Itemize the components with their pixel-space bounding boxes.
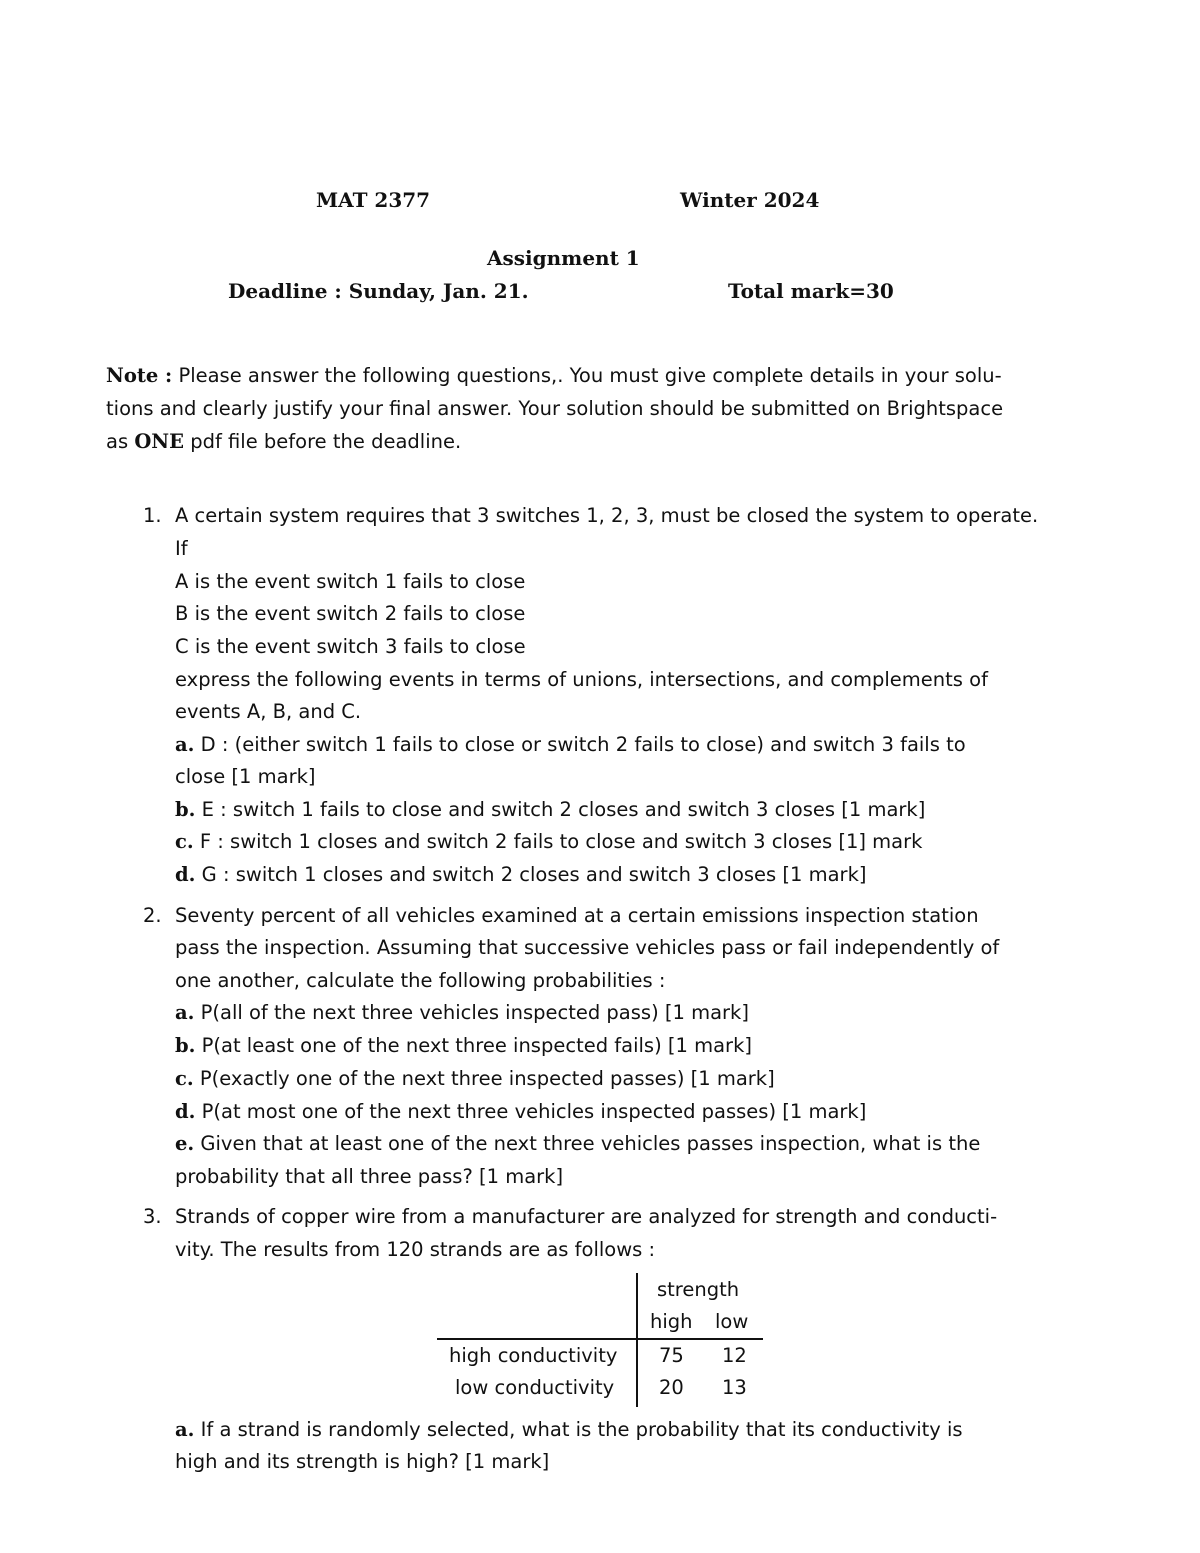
table-cell: 13 [722,1376,747,1399]
table-row-label: low conductivity [455,1376,615,1399]
total-mark: Total mark=30 [728,279,894,303]
q1-a-label: a. [175,733,195,756]
q3-line-2: vity. The results from 120 strands are as follows : [175,1238,656,1261]
note-line-3 [106,430,461,453]
q3-a-label: a. [175,1418,195,1441]
q2-b-text: P(at least one of the next three inspected fails) [1 mark] [201,1034,752,1057]
q1-part-c [175,826,922,858]
q2-c-label: c. [175,1067,194,1090]
note-line-1 [106,364,1002,387]
table-cell: 75 [659,1344,684,1367]
note-text-1: Please answer the following questions,. You must give complete details in your solu- [178,364,1002,387]
table-cell: 12 [722,1344,747,1367]
q1-c-label: c. [175,830,194,853]
table-cell: 20 [659,1376,684,1399]
q1-line-5: C is the event switch 3 fails to close [175,635,526,658]
q1-line-7: events A, B, and C. [175,700,362,723]
q2-part-e [175,1128,980,1160]
course-code: MAT 2377 [316,188,431,212]
q2-b-label: b. [175,1034,196,1057]
note-text-3c: pdf file before the deadline. [190,430,462,453]
q1-part-a [175,729,966,761]
term: Winter 2024 [680,188,820,212]
q1-b-text: E : switch 1 fails to close and switch 2 closes and switch 3 closes [1 mark] [201,798,926,821]
note-emphasis: ONE [134,430,184,453]
q2-part-c [175,1063,775,1095]
q2-c-text: P(exactly one of the next three inspected passes) [1 mark] [199,1067,775,1090]
q1-part-a-cont: close [1 mark] [175,765,316,788]
q1-line-6: express the following events in terms of unions, intersections, and complements of [175,668,988,691]
q1-a-text: D : (either switch 1 fails to close or switch 2 fails to close) and switch 3 fails to [200,733,966,756]
table-row-label: high conductivity [449,1344,618,1367]
q1-c-text: F : switch 1 closes and switch 2 fails to close and switch 3 closes [1] mark [199,830,923,853]
table-col-high: high [650,1310,693,1333]
q1-d-label: d. [175,863,196,886]
q2-number: 2. [143,904,162,927]
q1-number: 1. [143,504,162,527]
q2-line-2: pass the inspection. Assuming that successive vehicles pass or fail independently of [175,936,1000,959]
q1-b-label: b. [175,798,196,821]
q2-part-a [175,997,749,1029]
assignment-title: Assignment 1 [487,246,640,270]
q3-number: 3. [143,1205,162,1228]
q2-line-3: one another, calculate the following probabilities : [175,969,666,992]
q2-a-label: a. [175,1001,195,1024]
q2-d-text: P(at most one of the next three vehicles inspected passes) [1 mark] [201,1100,867,1123]
note-line-2: tions and clearly justify your final answer. Your solution should be submitted on Brightspace [106,397,1004,420]
q2-e-text: Given that at least one of the next three vehicles passes inspection, what is the [200,1132,981,1155]
q1-line-2: If [175,537,188,560]
q3-part-a-cont: high and its strength is high? [1 mark] [175,1450,550,1473]
q2-a-text: P(all of the next three vehicles inspected pass) [1 mark] [200,1001,749,1024]
q1-d-text: G : switch 1 closes and switch 2 closes and switch 3 closes [1 mark] [201,863,867,886]
q3-a-text: If a strand is randomly selected, what is the probability that its conductivity is [200,1418,963,1441]
q2-part-e-cont: probability that all three pass? [1 mark] [175,1165,564,1188]
table-vertical-rule [636,1273,638,1407]
deadline: Deadline : Sunday, Jan. 21. [228,279,529,303]
q1-line-3: A is the event switch 1 fails to close [175,570,526,593]
note-text-3a: as [106,430,129,453]
q1-part-b [175,794,925,826]
q1-line-4: B is the event switch 2 fails to close [175,602,526,625]
q2-line-1: Seventy percent of all vehicles examined at a certain emissions inspection station [175,904,979,927]
q1-line-1: A certain system requires that 3 switches 1, 2, 3, must be closed the system to operate. [175,504,1039,527]
table-group-header: strength [657,1278,740,1301]
table-col-low: low [715,1310,749,1333]
q2-e-label: e. [175,1132,195,1155]
q1-part-d [175,859,866,891]
note-label: Note : [106,364,173,387]
table-horizontal-rule [437,1338,763,1340]
q2-part-b [175,1030,752,1062]
q3-line-1: Strands of copper wire from a manufacturer are analyzed for strength and conducti- [175,1205,998,1228]
q3-part-a [175,1414,963,1446]
q2-d-label: d. [175,1100,196,1123]
q2-part-d [175,1096,866,1128]
